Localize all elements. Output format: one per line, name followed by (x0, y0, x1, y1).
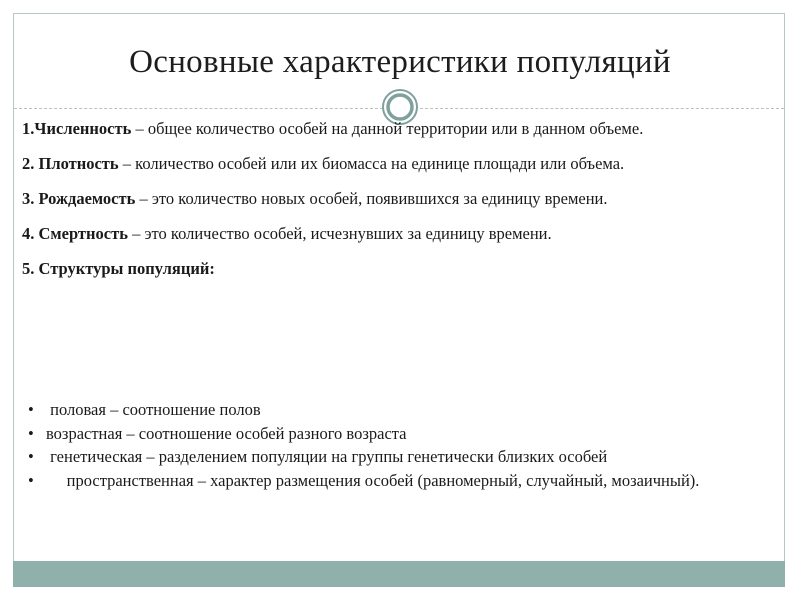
item-term: 2. Плотность (22, 154, 119, 173)
item-quantity (22, 112, 774, 146)
item-structures (22, 252, 774, 286)
item-term: 3. Рождаемость (22, 189, 136, 208)
item-description: это количество новых особей, появившихся за единицу времени. (151, 189, 608, 208)
structure-text: половая – соотношение полов (50, 400, 261, 419)
footer-bar (13, 561, 785, 587)
slide-title: Основные характеристики популяций (129, 44, 671, 80)
bullet: • (28, 470, 34, 490)
structure-text: пространственная – характер размещения особей (равномерный, случайный, мозаичный). (66, 470, 700, 490)
item-description: общее количество особей на данной территории или в данном объеме. (147, 119, 644, 138)
item-term: 1.Численность (22, 119, 132, 138)
item-description: количество особей или их биомасса на единице площади или объема. (135, 154, 625, 173)
item-separator: – (131, 119, 148, 138)
item-separator: – (118, 154, 136, 173)
item-term: 5. Структуры популяций: (22, 259, 215, 278)
item-term: 4. Смертность (22, 224, 128, 243)
structure-text: возрастная – соотношение особей разного возраста (46, 423, 407, 443)
item-separator: – (135, 189, 152, 208)
item-description: это количество особей, исчезнувших за единицу времени. (144, 224, 552, 243)
bullet: • (28, 447, 34, 466)
bullet: • (28, 423, 34, 443)
item-mortality (22, 217, 774, 251)
bullet: • (28, 400, 34, 419)
item-density (22, 147, 774, 181)
list-item (28, 422, 773, 446)
characteristics-list (22, 112, 774, 287)
structure-text: генетическая – разделением популяции на группы генетически близких особей (50, 447, 608, 466)
list-item (28, 469, 773, 493)
structures-list (28, 398, 773, 492)
list-item (28, 398, 773, 422)
item-separator: – (127, 224, 145, 243)
item-birth-rate (22, 182, 774, 216)
list-item (28, 445, 773, 469)
